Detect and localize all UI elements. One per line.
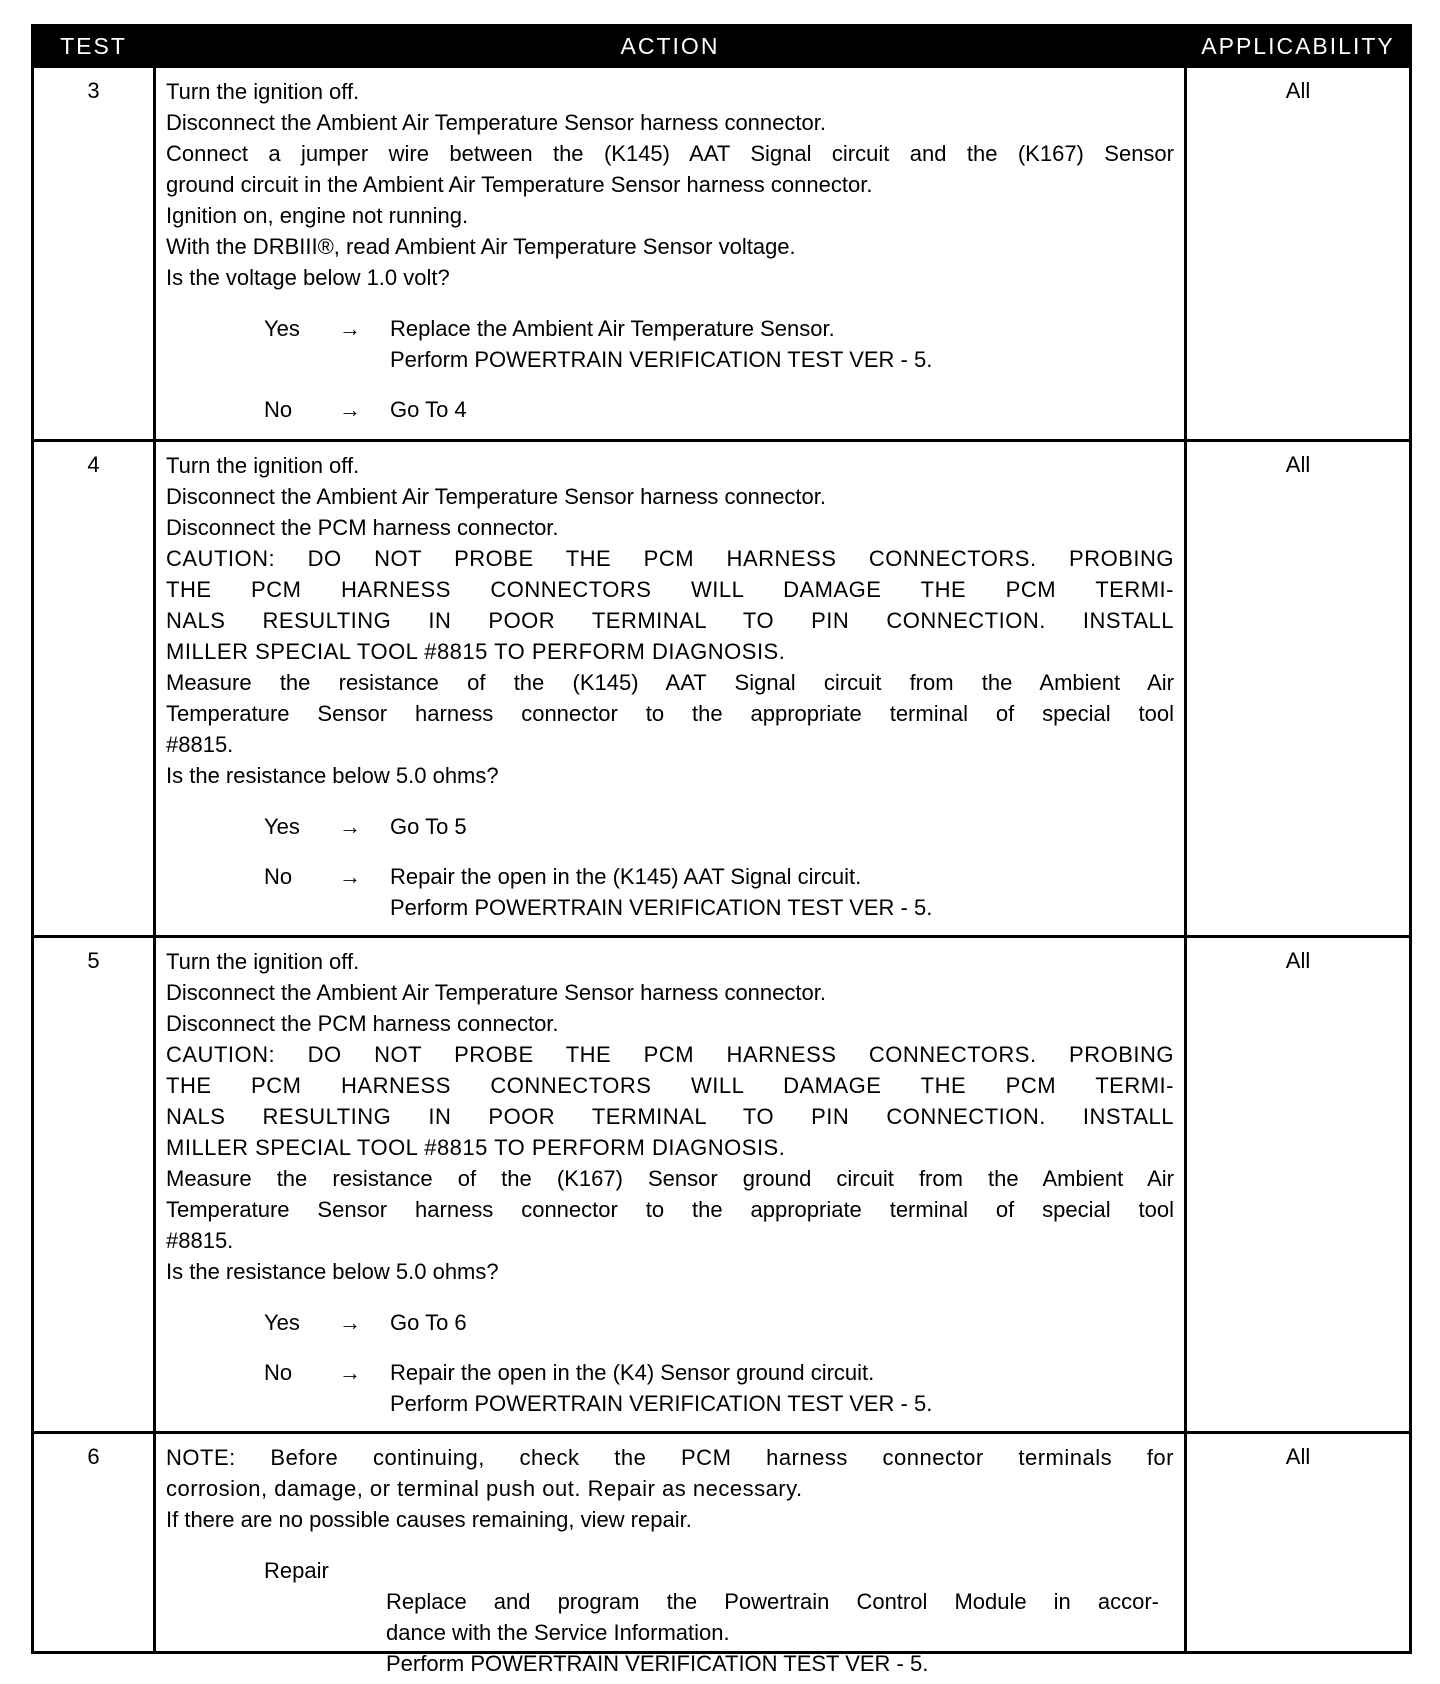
yes-label: Yes [264, 316, 300, 341]
action-cell [153, 1434, 1187, 1676]
applicability-cell: All [1285, 948, 1311, 973]
action-line: Turn the ignition off. [166, 949, 360, 974]
applicability-cell: All [1285, 452, 1311, 477]
caution-line: MILLER SPECIAL TOOL #8815 TO PERFORM DIAGNOSIS. [166, 639, 786, 664]
applicability-cell: All [1285, 78, 1311, 103]
test-row-6 [34, 1431, 1409, 1676]
yes-branch [166, 1307, 1174, 1338]
test-number: 6 [87, 1444, 100, 1469]
action-line: Disconnect the PCM harness connector. [166, 515, 559, 540]
repair-line: dance with the Service Information. [386, 1620, 730, 1645]
no-label: No [264, 397, 293, 422]
yes-result: Go To 5 [390, 814, 467, 839]
yes-label: Yes [264, 1310, 300, 1335]
repair-line: Replace and program the Powertrain Control Module in accor- [386, 1589, 1159, 1614]
test-row-4 [34, 439, 1409, 935]
right-arrow-icon: → [339, 316, 361, 341]
action-cell [153, 68, 1187, 439]
repair-instructions [386, 1586, 1159, 1679]
action-line: Disconnect the Ambient Air Temperature Sensor harness connector. [166, 110, 826, 135]
action-line: Ignition on, engine not running. [166, 203, 469, 228]
right-arrow-icon: → [339, 814, 361, 839]
no-branch [166, 1357, 1174, 1419]
caution-line: NALS RESULTING IN POOR TERMINAL TO PIN CONNECTION. INSTALL [166, 1104, 1174, 1129]
test-row-5 [34, 935, 1409, 1431]
right-arrow-icon: → [339, 864, 361, 889]
caution-line: MILLER SPECIAL TOOL #8815 TO PERFORM DIAGNOSIS. [166, 1135, 786, 1160]
note-line: corrosion, damage, or terminal push out. Repair as necessary. [166, 1476, 803, 1501]
no-result: Repair the open in the (K4) Sensor ground circuit. [390, 1360, 875, 1385]
action-cell [153, 938, 1187, 1431]
action-line: If there are no possible causes remaining, view repair. [166, 1507, 692, 1532]
caution-line: NALS RESULTING IN POOR TERMINAL TO PIN CONNECTION. INSTALL [166, 608, 1174, 633]
no-branch [166, 861, 1174, 923]
yes-branch [166, 313, 1174, 375]
caution-line: CAUTION: DO NOT PROBE THE PCM HARNESS CONNECTORS. PROBING [166, 546, 1174, 571]
action-line: Measure the resistance of the (K145) AAT Signal circuit from the Ambient Air [166, 670, 1174, 695]
action-line: Measure the resistance of the (K167) Sensor ground circuit from the Ambient Air [166, 1166, 1174, 1191]
action-line: Temperature Sensor harness connector to the appropriate terminal of special tool [166, 1197, 1174, 1222]
right-arrow-icon: → [339, 1360, 361, 1385]
action-line: #8815. [166, 732, 234, 757]
right-arrow-icon: → [339, 1310, 361, 1335]
action-line: #8815. [166, 1228, 234, 1253]
yes-result-continued: Perform POWERTRAIN VERIFICATION TEST VER - 5. [390, 347, 933, 372]
table-header [34, 27, 1409, 65]
action-cell [153, 442, 1187, 935]
header-test: TEST [60, 33, 127, 59]
action-line: ground circuit in the Ambient Air Temperature Sensor harness connector. [166, 172, 873, 197]
no-result: Repair the open in the (K145) AAT Signal circuit. [390, 864, 862, 889]
action-line: Temperature Sensor harness connector to the appropriate terminal of special tool [166, 701, 1174, 726]
right-arrow-icon: → [339, 397, 361, 422]
no-label: No [264, 864, 293, 889]
caution-line: CAUTION: DO NOT PROBE THE PCM HARNESS CONNECTORS. PROBING [166, 1042, 1174, 1067]
action-line: Connect a jumper wire between the (K145) AAT Signal circuit and the (K167) Sensor [166, 141, 1174, 166]
no-label: No [264, 1360, 293, 1385]
repair-label: Repair [264, 1558, 329, 1583]
action-line: Is the voltage below 1.0 volt? [166, 265, 450, 290]
action-line: Disconnect the PCM harness connector. [166, 1011, 559, 1036]
action-line: Disconnect the Ambient Air Temperature Sensor harness connector. [166, 980, 826, 1005]
action-line: Turn the ignition off. [166, 453, 360, 478]
no-branch [166, 394, 1174, 425]
caution-line: THE PCM HARNESS CONNECTORS WILL DAMAGE THE PCM TERMI- [166, 577, 1174, 602]
test-number: 3 [87, 78, 100, 103]
applicability-cell: All [1285, 1444, 1311, 1469]
action-line: With the DRBIII®, read Ambient Air Temperature Sensor voltage. [166, 234, 796, 259]
repair-line: Perform POWERTRAIN VERIFICATION TEST VER - 5. [386, 1651, 929, 1676]
action-line: Is the resistance below 5.0 ohms? [166, 1259, 499, 1284]
yes-result: Replace the Ambient Air Temperature Sensor. [390, 316, 835, 341]
caution-line: THE PCM HARNESS CONNECTORS WILL DAMAGE THE PCM TERMI- [166, 1073, 1174, 1098]
header-action: ACTION [620, 33, 720, 59]
note-line: NOTE: Before continuing, check the PCM harness connector terminals for [166, 1445, 1174, 1470]
yes-result: Go To 6 [390, 1310, 467, 1335]
action-line: Turn the ignition off. [166, 79, 360, 104]
action-line: Is the resistance below 5.0 ohms? [166, 763, 499, 788]
header-applicability: APPLICABILITY [1201, 33, 1395, 59]
no-result-continued: Perform POWERTRAIN VERIFICATION TEST VER - 5. [390, 1391, 933, 1416]
action-line: Disconnect the Ambient Air Temperature Sensor harness connector. [166, 484, 826, 509]
no-result: Go To 4 [390, 397, 467, 422]
yes-label: Yes [264, 814, 300, 839]
test-number: 4 [87, 452, 100, 477]
diagnostic-table [31, 24, 1412, 1676]
test-number: 5 [87, 948, 100, 973]
yes-branch [166, 811, 1174, 842]
no-result-continued: Perform POWERTRAIN VERIFICATION TEST VER - 5. [390, 895, 933, 920]
test-row-3 [34, 65, 1409, 439]
